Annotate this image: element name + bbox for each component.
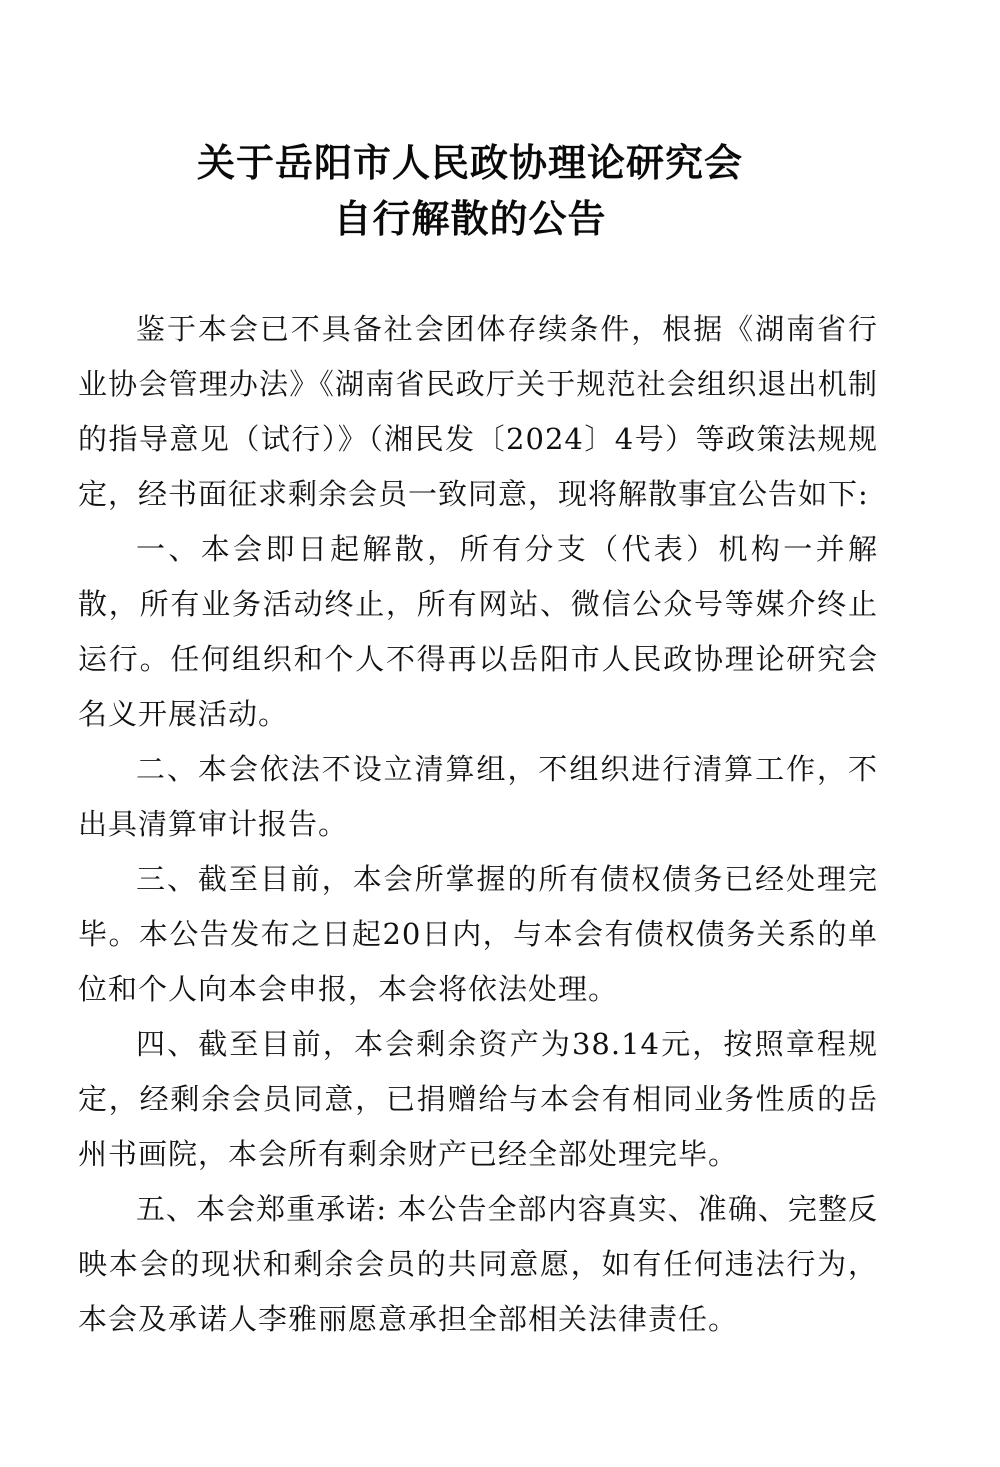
paragraph-preamble: 鉴于本会已不具备社会团体存续条件，根据《湖南省行业协会管理办法》《湖南省民政厅关于规范社会组织退出机制的指导意见（试行）》（湘民发〔2024〕4号）等政策法规规定，经书面征求剩余会员一致同意，现将解散事宜公告如下: [78,312,878,511]
document-title-line-1: 关于岳阳市人民政协理论研究会 [196,140,743,185]
paragraph-item-4: 四、截至目前，本会剩余资产为38.14元，按照章程规定，经剩余会员同意，已捐赠给与本会有相同业务性质的岳州书画院，本会所有剩余财产已经全部处理完毕。 [78,1027,878,1171]
document-title-line-2: 自行解散的公告 [333,196,607,241]
paragraph-item-1: 一、本会即日起解散，所有分支（代表）机构一并解散，所有业务活动终止，所有网站、微信公众号等媒介终止运行。任何组织和个人不得再以岳阳市人民政协理论研究会名义开展活动。 [78,532,878,731]
paragraph-item-2: 二、本会依法不设立清算组，不组织进行清算工作，不出具清算审计报告。 [78,752,878,841]
paragraph-item-3: 三、截至目前，本会所掌握的所有债权债务已经处理完毕。本公告发布之日起20日内，与本会有债权债务关系的单位和个人向本会申报，本会将依法处理。 [78,862,878,1006]
paragraph-item-5: 五、本会郑重承诺: 本公告全部内容真实、准确、完整反映本会的现状和剩余会员的共同意愿，如有任何违法行为，本会及承诺人李雅丽愿意承担全部相关法律责任。 [78,1192,878,1336]
document-body [78,302,878,1347]
